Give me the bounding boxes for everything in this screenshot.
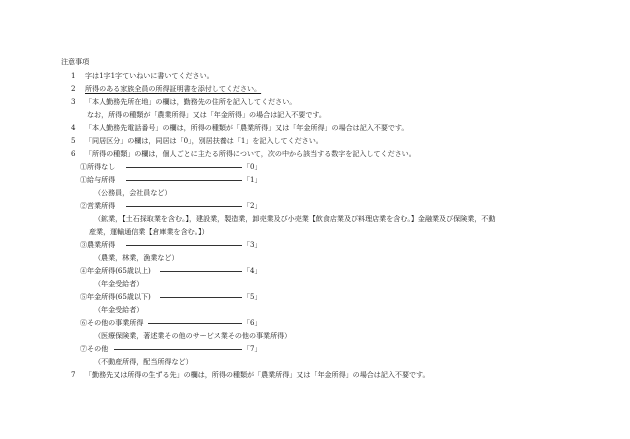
leader-line [126, 167, 242, 168]
code-value: 「4」 [243, 266, 262, 275]
leader-line [160, 271, 242, 272]
code-value: 「5」 [243, 292, 262, 301]
item-text: 「本人勤務先所在地」の欄は，勤務先の住所を記入してください。 [85, 97, 297, 106]
item-number: 6 [71, 149, 76, 158]
item-number: 3 [71, 97, 76, 106]
item-number: 7 [71, 370, 76, 379]
code-value: 「6」 [243, 318, 262, 327]
item-text: 「同居区分」の欄は，同居は「0」，別居扶養は「1」を記入してください。 [85, 136, 323, 145]
code-description: （医療保険業，著述業その他のサービス業その他の事業所得） [94, 331, 292, 340]
item-text: 「本人勤務先電話番号」の欄は，所得の種類が「農業所得」又は「年金所得」の場合は記入不要です。 [85, 123, 409, 132]
leader-line [126, 245, 242, 246]
code-label: ①給与所得 [80, 175, 116, 184]
code-value: 「1」 [243, 175, 262, 184]
code-label: ①所得なし [80, 162, 116, 171]
code-description: （不動産所得，配当所得など） [94, 357, 193, 366]
code-label: ⑤年金所得(65歳以下) [80, 292, 151, 301]
code-value: 「7」 [243, 344, 262, 353]
item-text: 字は1字1字ていねいに書いてください。 [85, 71, 214, 80]
item-number: 1 [71, 71, 76, 80]
code-description: （鉱業，【土石採取業を含む。】，建設業，製造業，卸売業及び小売業【飲食店業及び料理店業を含む。】金融業及び保険業，不動 [94, 214, 496, 223]
code-description-continued: 産業，運輸通信業【倉庫業を含む。】） [89, 227, 209, 236]
leader-line [114, 349, 242, 350]
code-description: （農業，林業，漁業など） [94, 253, 179, 262]
item-text: 所得のある家族全員の所得証明書を添付してください。 [85, 84, 262, 93]
code-description: （年金受給者） [94, 279, 144, 288]
leader-line [126, 206, 242, 207]
item-text-continued: なお，所得の種類が「農業所得」又は「年金所得」の場合は記入不要です。 [87, 110, 326, 119]
code-label: ④年金所得(65歳以上) [80, 266, 151, 275]
leader-line [160, 297, 242, 298]
code-label: ③農業所得 [80, 240, 116, 249]
item-number: 5 [71, 136, 76, 145]
item-number: 2 [71, 84, 76, 93]
code-label: ⑦その他 [80, 344, 109, 353]
code-label: ②営業所得 [80, 201, 116, 210]
item-number: 4 [71, 123, 76, 132]
code-label: ⑥その他の事業所得 [80, 318, 144, 327]
code-value: 「2」 [243, 201, 262, 210]
notice-title: 注意事項 [61, 57, 90, 66]
item-text: 「所得の種類」の欄は，個人ごとに主たる所得について，次の中から該当する数字を記入してください。 [85, 149, 416, 158]
leader-line [148, 323, 242, 324]
leader-line [126, 180, 242, 181]
code-value: 「0」 [243, 162, 262, 171]
code-description: （公務員，会社員など） [94, 188, 172, 197]
code-value: 「3」 [243, 240, 262, 249]
code-description: （年金受給者） [94, 305, 144, 314]
item-text: 「勤務先又は所得の生ずる先」の欄は，所得の種類が「農業所得」又は「年金所得」の場合は記入不要です。 [85, 370, 430, 379]
